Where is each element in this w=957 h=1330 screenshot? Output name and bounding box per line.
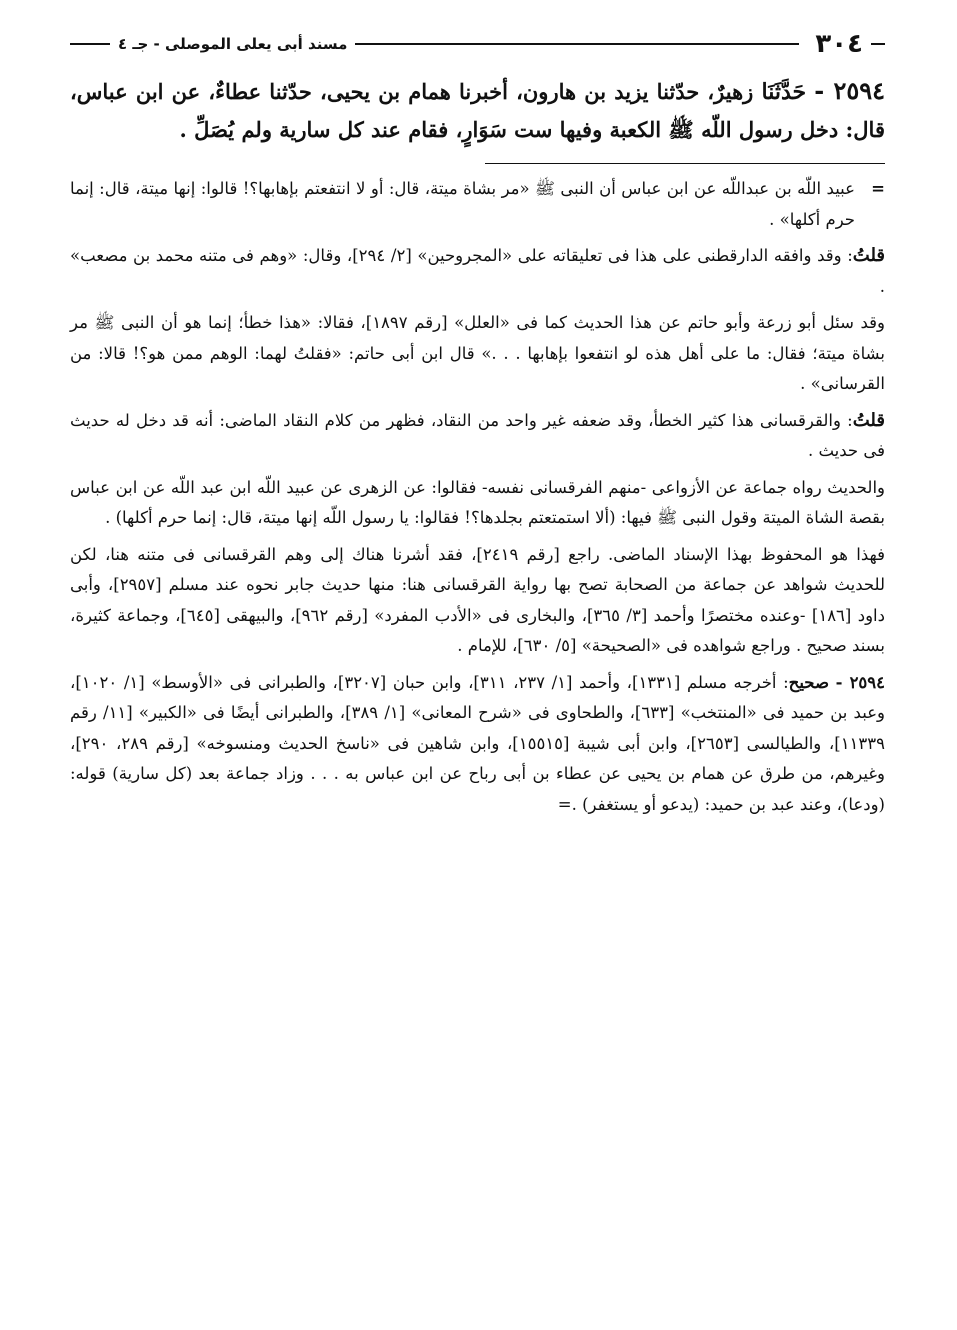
footnote-paragraph bbox=[70, 540, 885, 662]
hadith-opening: حَدَّثَنَا bbox=[761, 79, 807, 105]
page-header bbox=[70, 24, 885, 64]
footnote-paragraph bbox=[70, 174, 885, 235]
footnote-text: : والقرقسانى هذا كثير الخطأ، وقد ضعفه غير واحد من النقاد، فظهر من كلام النقاد الماضى: أنه قد دخل له حديث فى حديث . bbox=[70, 410, 885, 460]
hadith-text-block bbox=[70, 72, 885, 149]
footnote-paragraph bbox=[70, 308, 885, 400]
footnote-separator bbox=[485, 163, 885, 164]
takhrij-text: : أخرجه مسلم [١٣٣١]، وأحمد [١/ ٢٣٧، ٣١١]، وابن حبان [٣٢٠٧]، والطبرانى فى «الأوسط» [١/ ١٠٢٠]، وعبد بن حميد فى «المنتخب» [٦٣٣]، والطحاوى فى «شرح المعانى» [١/ ٣٨٩]، والطبرانى أيضًا فى «الكبير» [١١/ رقم ١١٣٣٩]، والطيالسى [٢٦٥٣]، وابن أبى شيبة [١٥٥١٥]، وابن شاهين فى «ناسخ الحديث ومنسوخه» [رقم ٢٨٩، ٢٩٠]، وغيرهم، من طرق عن همام بن يحيى عن عطاء بن أبى رباح عن ابن عباس به . . . وزاد جماعة بعد (كل سارية) قوله: (ودعا)، وعند عبد بن حميد: (يدعو أو يستغفر) .= bbox=[70, 672, 886, 814]
footnote-text: والحديث رواه جماعة عن الأزواعى -منهم الفرقسانى نفسه- فقالوا: عن الزهرى عن عبيد اللّه ابن عبد اللّه عن ابن عباس بقصة الشاة الميتة وقول النبى ﷺ فيها: (ألا استمتعتم بجلدها؟! فقالوا: يا رسول اللّه إنها ميتة، قال: إنما حرم أكلها) . bbox=[70, 477, 885, 527]
footnote-paragraph bbox=[70, 473, 885, 534]
takhrij-grade: صحيح bbox=[788, 672, 829, 692]
qult-label: قلتُ bbox=[852, 245, 886, 266]
footnote-paragraph bbox=[70, 241, 885, 302]
header-rule-right bbox=[871, 43, 885, 45]
qult-label: قلتُ bbox=[852, 409, 885, 431]
hadith-body: زهيرٌ، حدّثنا يزيد بن هارون، أخبرنا همام بن يحيى، حدّثنا عطاءٌ، عن ابن عباس، قال: دخل رسول اللّه ﷺ الكعبة وفيها ست سَوَارٍ، فقام عند كل سارية ولم يُصَلِّ . bbox=[70, 79, 885, 142]
footnote-text: عبيد اللّه بن عبداللّه عن ابن عباس أن النبى ﷺ «مر بشاة ميتة، قال: أو لا انتفعتم بإهابها؟! قالوا: إنها ميتة، قال: إنما حرم أكلها» . bbox=[70, 179, 855, 229]
footnote-text: وقد سئل أبو زرعة وأبو حاتم عن هذا الحديث كما فى «العلل» [رقم ١٨٩٧]، فقالا: «هذا خطأ؛ إنما هو أن النبى ﷺ مر بشاة ميتة؛ فقال: ما على أهل هذه لو انتفعوا بإهابها . . .» قال ابن أبى حاتم: «فقلتُ لهما: الوهم ممن هو؟! قالا: من القرسانى» . bbox=[70, 313, 885, 393]
footnote-text: : وقد وافقه الدارقطنى على هذا فى تعليقاته على «المجروحين» [٢/ ٢٩٤]، وقال: «وهم فى متنه محمد بن مصعب» . bbox=[70, 246, 885, 296]
hadith-number: ٢٥٩٤ - bbox=[814, 76, 886, 105]
book-title: مسند أبى يعلى الموصلى - جـ ٤ bbox=[118, 35, 348, 53]
header-rule-left bbox=[70, 43, 110, 45]
takhrij-number: ٢٥٩٤ - bbox=[835, 672, 886, 692]
book-page bbox=[70, 24, 885, 1314]
footnotes bbox=[70, 174, 885, 820]
page-number: ٣٠٤ bbox=[815, 29, 863, 59]
continuation-mark: = bbox=[871, 179, 885, 198]
footnote-text: فهذا هو المحفوظ بهذا الإسناد الماضى. راجع [رقم ٢٤١٩]، فقد أشرنا هناك إلى وهم القرقسانى فى متنه هنا، لكن للحديث شواهد عن جماعة من الصحابة تصح بها رواية القرقسانى هنا: منها حديث جابر نحوه عند مسلم [٢٩٥٧]، وأبى داود [١٨٦] -وعنده مختصرًا وأحمد [٣/ ٣٦٥]، والبخارى فى «الأدب المفرد» [رقم ٩٦٢]، والبيهقى [٦٤٥]، وجماعة كثيرة، بسند صحيح . وراجع شواهده فى «الصحيحة» [٥/ ٦٣٠]، للإمام . bbox=[70, 544, 886, 655]
footnote-paragraph bbox=[70, 406, 885, 467]
header-rule bbox=[355, 43, 799, 45]
takhrij-paragraph bbox=[70, 668, 885, 821]
